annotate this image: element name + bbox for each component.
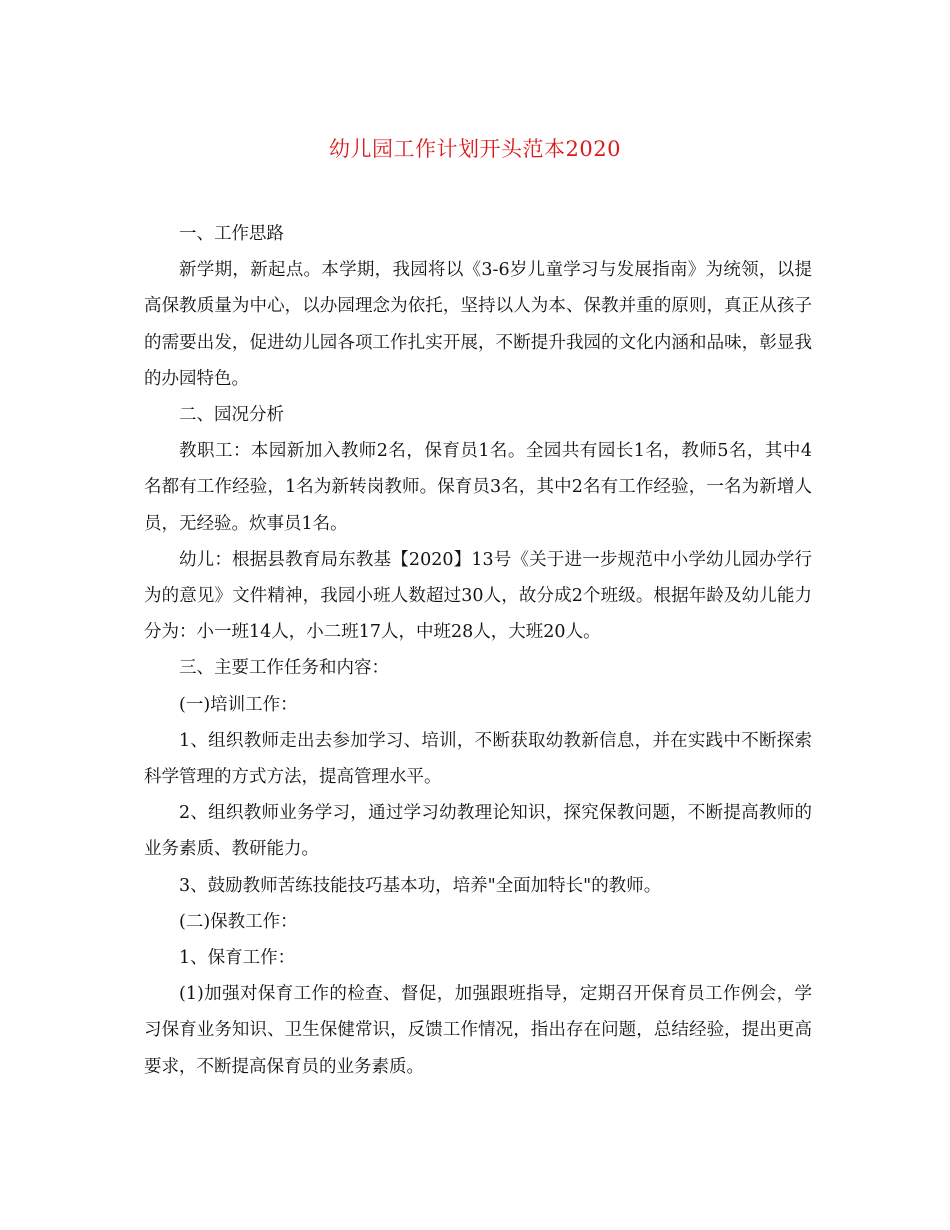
list-item-training-3: 3、鼓励教师苦练技能技巧基本功，培养"全面加特长"的教师。 [179,875,662,896]
section-heading-1: 一、工作思路 [179,224,284,244]
list-item-training-1: 1、组织教师走出去参加学习、培训，不断获取幼教新信息，并在实践中不断探索科学管理的方式方法，提高管理水平。 [144,730,812,788]
paragraph-work-ideas: 新学期，新起点。本学期，我园将以《3-6岁儿童学习与发展指南》为统领，以提高保教质量为中心，以办园理念为依托，坚持以人为本、保教并重的原则，真正从孩子的需要出发，促进幼儿园各项工作扎实开展，不断提升我园的文化内涵和品味，彰显我的办园特色。 [144,260,812,389]
list-item-training-2: 2、组织教师业务学习，通过学习幼教理论知识，探究保教问题，不断提高教师的业务素质、教研能力。 [144,803,812,860]
paragraph-staff: 教职工：本园新加入教师2名，保育员1名。全园共有园长1名，教师5名，其中4名都有工作经验，1名为新转岗教师。保育员3名，其中2名有工作经验，一名为新增人员，无经验。炊事员1名。 [144,441,812,534]
document-body [144,216,812,1085]
section-heading-2: 二、园况分析 [179,405,284,426]
document-title: 幼儿园工作计划开头范本2020 [329,137,621,161]
paragraph-children: 幼儿：根据县教育局东教基【2020】13号《关于进一步规范中小学幼儿园办学行为的意见》文件精神，我园小班人数超过30人，故分成2个班级。根据年龄及幼儿能力分为：小一班14人，小二班17人，中班28人，大班20人。 [144,549,812,643]
subsection-training: (一)培训工作： [179,694,298,715]
list-item-care-1: 1、保育工作： [179,948,296,969]
section-heading-3: 三、主要工作任务和内容： [179,658,389,679]
subsection-care-education: (二)保教工作： [179,911,298,932]
list-item-care-1-1: (1)加强对保育工作的检查、督促，加强跟班指导，定期召开保育员工作例会，学习保育业务知识、卫生保健常识，反馈工作情况，指出存在问题，总结经验，提出更高要求，不断提高保育员的业务素质。 [144,984,812,1077]
